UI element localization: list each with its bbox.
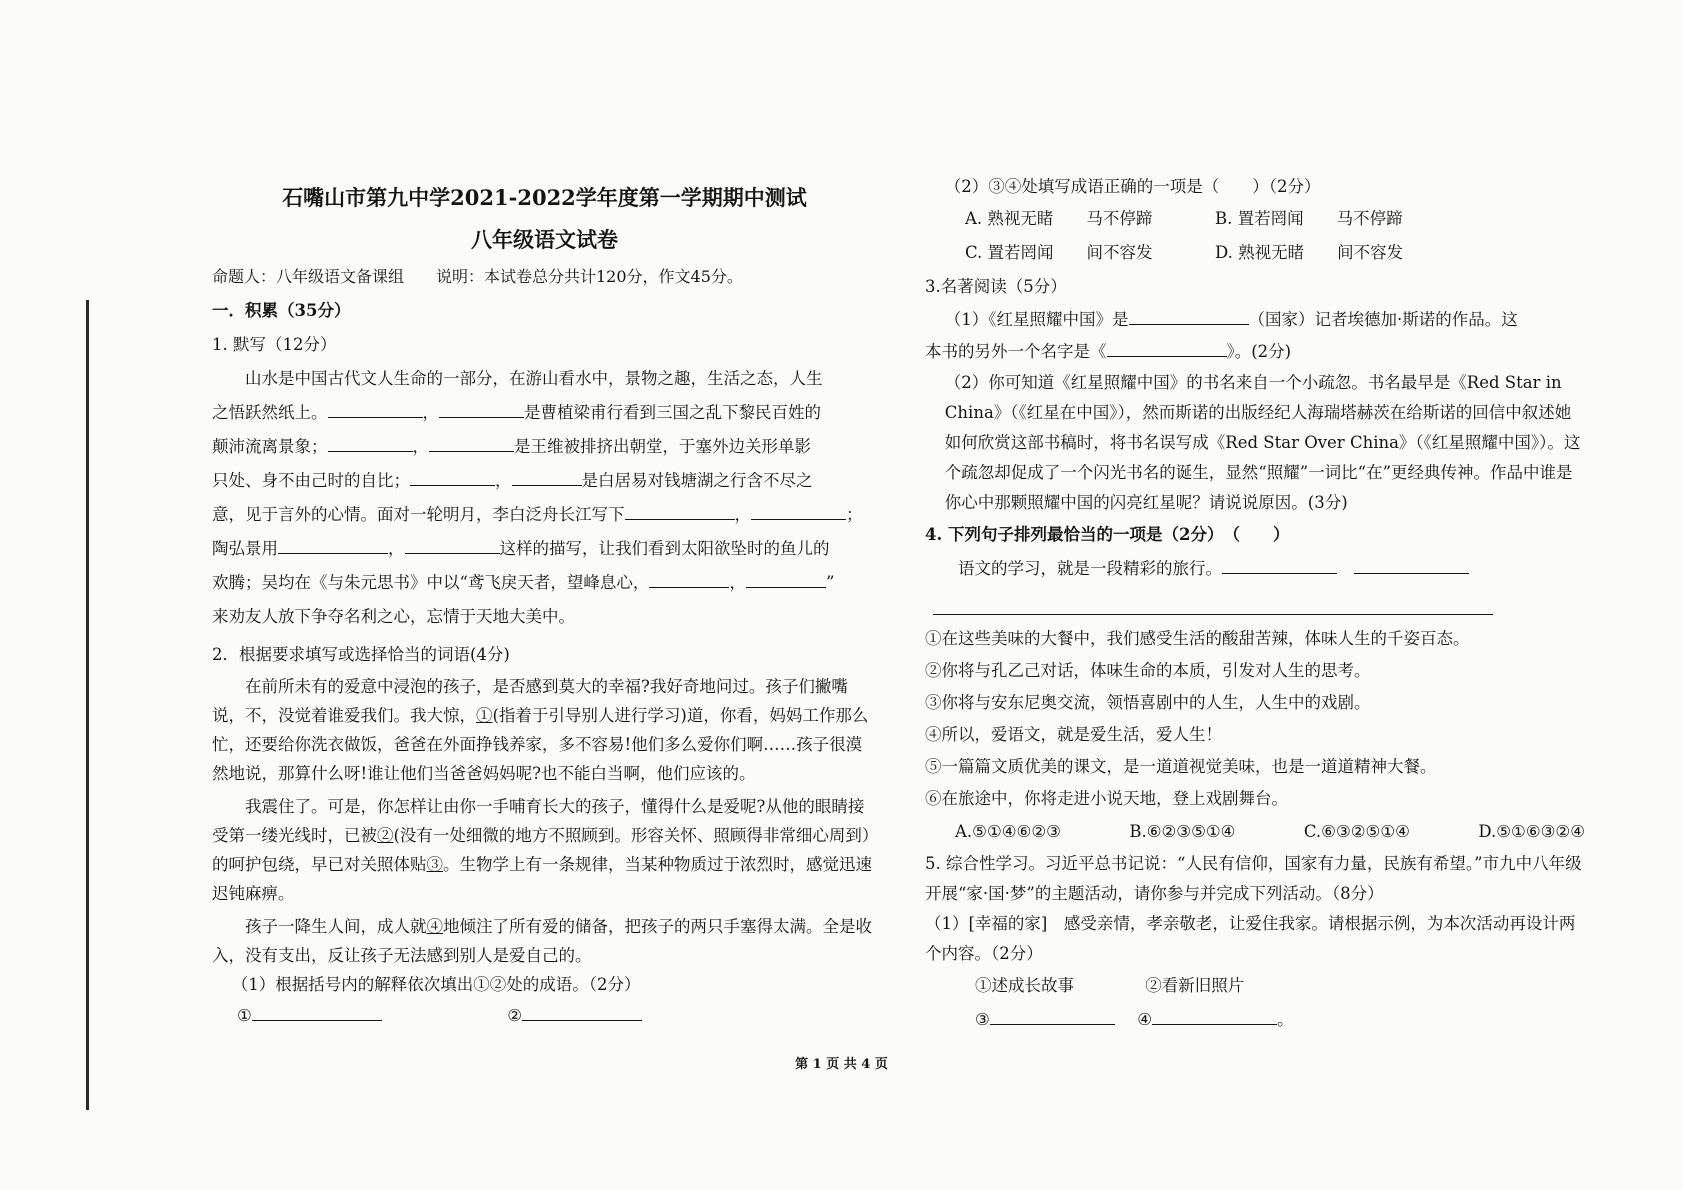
- answer-blank[interactable]: [328, 431, 413, 452]
- answer-blank[interactable]: [649, 567, 729, 588]
- q1-text-f: 只处、身不由己时的自比；: [212, 471, 410, 490]
- passage-paragraph-2: [212, 792, 877, 908]
- answer-blank[interactable]: [405, 533, 500, 554]
- q1-line-b: 之悟跃然纸上。 ， 是曹植梁甫行看到三国之乱下黎民百姓的: [212, 396, 877, 430]
- option-b[interactable]: B. 置若罔闻 马不停蹄: [1215, 209, 1403, 228]
- q1-line-k: 欢腾；吴均在《与朱元思书》中以“鸢飞戾天者，望峰息心， ， ”: [212, 566, 877, 600]
- option-row-2: [925, 236, 1585, 270]
- passage-3-text: 孩子一降生人间，成人就: [245, 917, 427, 936]
- answer-label-1: ①: [237, 1006, 252, 1025]
- question-5-title: 5. 综合性学习。习近平总书记说：“人民有信仰，国家有力量，民族有希望。”市九中八年级开展“家·国·梦”的主题活动，请你参与并完成下列活动。（8分）: [925, 854, 1582, 903]
- q4-lead-line: [925, 552, 1585, 586]
- q1-text-c: 是曹植梁甫行看到三国之乱下黎民百姓的: [524, 403, 821, 422]
- answer-blank[interactable]: [522, 1000, 642, 1021]
- exam-subtitle: 八年级语文试卷: [471, 227, 618, 252]
- q1-line-h: 意，见于言外的心情。面对一轮明月，李白泛舟长江写下 ， ；: [212, 498, 877, 532]
- q1-text-d: 颠沛流离景象；: [212, 437, 328, 456]
- passage-paragraph-3: [212, 912, 877, 970]
- answer-blank[interactable]: [625, 499, 735, 520]
- exam-meta: 命题人：八年级语文备课组 说明：本试卷总分共计120分，作文45分。: [212, 267, 743, 286]
- question-2-1: （1）根据括号内的解释依次填出①②处的成语。（2分）: [231, 975, 641, 994]
- q3-1-line-a: [925, 304, 1585, 336]
- sentence-3: ③你将与安东尼奥交流，领悟喜剧中的人生，人生中的戏剧。: [925, 693, 1371, 712]
- q3-1-line-c: [925, 336, 1585, 368]
- answer-blank[interactable]: [746, 567, 826, 588]
- question-2-title: 2．根据要求填写或选择恰当的词语(4分): [212, 645, 510, 664]
- sentence-4: ④所以，爱语文，就是爱生活，爱人生！: [925, 725, 1222, 744]
- q5-examples-row-1: [925, 969, 1585, 1003]
- passage-3-text-b: 地倾注了所有爱的储备，把孩子的两只手塞得太满。全是收入，没有支出，反让孩子无法感到别人是爱自己的。: [212, 917, 872, 965]
- question-3-2: （2）你可知道《红星照耀中国》的书名来自一个小疏忽。书名最早是《Red Star in China》（《红星在中国》），然而斯诺的出版经纪人海瑞塔赫茨在给斯诺的回信中叙述她如何欣赏这部书稿时，将书名误写成《Red Star Over China》（《红星照耀中国》）。这个疏忽却促成了一个闪光书名的诞生，显然“照耀”一词比“在”更经典传神。作品中谁是你心中那颗照耀中国的闪亮红星呢？请说说原因。(3分): [944, 373, 1581, 512]
- choice-a[interactable]: A.⑤①④⑥②③: [955, 822, 1061, 841]
- q1-text-j: 这样的描写，让我们看到太阳欲坠时的鱼儿的: [499, 539, 830, 558]
- marker-1: ①: [476, 706, 493, 725]
- sentence-6: ⑥在旅途中，你将走进小说天地，登上戏剧舞台。: [925, 789, 1288, 808]
- answer-blank[interactable]: [429, 431, 514, 452]
- page-footer: 第 1 页 共 4 页: [795, 1057, 888, 1072]
- exam-title: 石嘴山市第九中学2021-2022学年度第一学期期中测试: [282, 185, 807, 210]
- q2-1-answers: [212, 1000, 877, 1031]
- marker-2: ②: [377, 826, 394, 845]
- passage-paragraph-1: [212, 672, 877, 788]
- answer-blank[interactable]: [252, 1000, 382, 1021]
- q1-line-i: 陶弘景用 ， 这样的描写，让我们看到太阳欲坠时的鱼儿的: [212, 532, 877, 566]
- passage-2-text-b: (没有一处细微的地方不照顾到。形容关怀、照顾得非常细心周到）的呵护包绕，早已对关照体贴: [212, 826, 871, 874]
- answer-blank[interactable]: [1152, 1004, 1277, 1025]
- q3-1-text-c: 本书的另外一个名字是《: [925, 342, 1107, 361]
- option-row-1: [925, 202, 1585, 236]
- question-2-2: （2）③④处填写成语正确的一项是（ ）（2分）: [944, 177, 1321, 196]
- q3-1-text-b: （国家）记者埃德加·斯诺的作品。这: [1248, 310, 1518, 329]
- answer-label-3: ③: [975, 1010, 990, 1029]
- question-1-title: 1. 默写（12分）: [212, 335, 337, 354]
- q1-text-b: 之悟跃然纸上。: [212, 403, 328, 422]
- binding-line: [86, 300, 89, 1110]
- sentence-2: ②你将与孔乙己对话，体味生命的本质，引发对人生的思考。: [925, 661, 1371, 680]
- answer-blank[interactable]: [990, 1004, 1115, 1025]
- passage-1-text-b: (指着于引导别人进行学习)道，你看，妈妈工作那么忙，还要给你洗衣做饭，爸爸在外面挣钱养家，多不容易!他们多么爱你们啊……孩子很漠然地说，那算什么呀!谁让他们当爸爸妈妈呢?也不能白当啊，他们应该的。: [212, 706, 869, 783]
- answer-end-mark: 。: [1277, 1010, 1294, 1029]
- q4-choices: [925, 815, 1585, 849]
- choice-d[interactable]: D.⑤①⑥③②④: [1478, 822, 1585, 841]
- q1-line-f: 只处、身不由己时的自比； ， 是白居易对钱塘湖之行含不尽之: [212, 464, 877, 498]
- option-d[interactable]: D. 熟视无睹 间不容发: [1215, 243, 1404, 262]
- q1-text-a: 山水是中国古代文人生命的一部分，在游山看水中，景物之趣，生活之态，人生: [245, 369, 823, 388]
- answer-label-4: ④: [1137, 1010, 1153, 1029]
- marker-3: ③: [426, 855, 443, 874]
- answer-blank[interactable]: [1107, 336, 1227, 357]
- answer-blank[interactable]: [751, 499, 846, 520]
- answer-blank[interactable]: [1129, 304, 1249, 325]
- q1-text-i: 陶弘景用: [212, 539, 278, 558]
- question-5-1: （1）[幸福的家] 感受亲情，孝亲敬老，让爱住我家。请根据示例，为本次活动再设计两个内容。（2分）: [925, 914, 1576, 963]
- passage-1-text: 在前所未有的爱意中浸泡的孩子，是否感到莫大的幸福?我好奇地问过。孩子们撇嘴说，不，没觉着谁爱我们。我大惊，: [212, 677, 848, 725]
- passage-2-text: 我震住了。可是，你怎样让由你一手哺育长大的孩子，懂得什么是爱呢?从他的眼睛接受第一缕光线时，已被: [212, 797, 865, 845]
- q1-text-k: 欢腾；吴均在《与朱元思书》中以“鸢飞戾天者，望峰息心，: [212, 573, 650, 592]
- option-c[interactable]: C. 置若罔闻 间不容发: [965, 243, 1153, 262]
- marker-4: ④: [426, 917, 443, 936]
- answer-blank[interactable]: [1354, 553, 1469, 574]
- question-3-title: 3.名著阅读（5分）: [925, 277, 1067, 296]
- example-2: ②看新旧照片: [1145, 976, 1245, 995]
- q5-examples-row-2: [925, 1003, 1585, 1037]
- section-heading: 一．积累（35分）: [212, 301, 351, 320]
- q1-line-d: 颠沛流离景象； ， 是王维被排挤出朝堂，于塞外边关形单影: [212, 430, 877, 464]
- q3-1-text-d: 》。(2分): [1226, 342, 1292, 361]
- q3-1-text-a: （1）《红星照耀中国》是: [944, 310, 1129, 329]
- sentence-1: ①在这些美味的大餐中，我们感受生活的酸甜苦辣，体味人生的千姿百态。: [925, 629, 1470, 648]
- choice-c[interactable]: C.⑥③②⑤①④: [1303, 822, 1410, 841]
- answer-blank[interactable]: [439, 397, 524, 418]
- answer-blank[interactable]: [278, 533, 388, 554]
- answer-blank[interactable]: [1222, 553, 1337, 574]
- sentence-5: ⑤一篇篇文质优美的课文，是一道道视觉美味，也是一道道精神大餐。: [925, 757, 1437, 776]
- right-column: [925, 172, 1585, 1037]
- q1-text-e: 是王维被排挤出朝堂，于塞外边关形单影: [514, 437, 811, 456]
- answer-line[interactable]: [933, 588, 1493, 615]
- passage-2-text-c: 。生物学上有一条规律，当某种物质过于浓烈时，感觉迅速迟钝麻痹。: [212, 855, 872, 903]
- q4-lead-text: 语文的学习，就是一段精彩的旅行。: [958, 559, 1222, 578]
- answer-blank[interactable]: [512, 465, 582, 486]
- q1-text-l: 来劝友人放下争夺名利之心，忘情于天地大美中。: [212, 607, 575, 626]
- option-a[interactable]: A. 熟视无睹 马不停蹄: [965, 209, 1153, 228]
- q1-text-h: 意，见于言外的心情。面对一轮明月，李白泛舟长江写下: [212, 505, 625, 524]
- q1-text-g: 是白居易对钱塘湖之行含不尽之: [581, 471, 813, 490]
- answer-label-2: ②: [507, 1006, 523, 1025]
- choice-b[interactable]: B.⑥②③⑤①④: [1129, 822, 1236, 841]
- question-4-title: 4. 下列句子排列最恰当的一项是（2分） （ ）: [925, 525, 1290, 544]
- answer-blank[interactable]: [410, 465, 495, 486]
- answer-blank[interactable]: [328, 397, 423, 418]
- left-column: [212, 172, 877, 1031]
- example-1: ①述成长故事: [975, 976, 1074, 995]
